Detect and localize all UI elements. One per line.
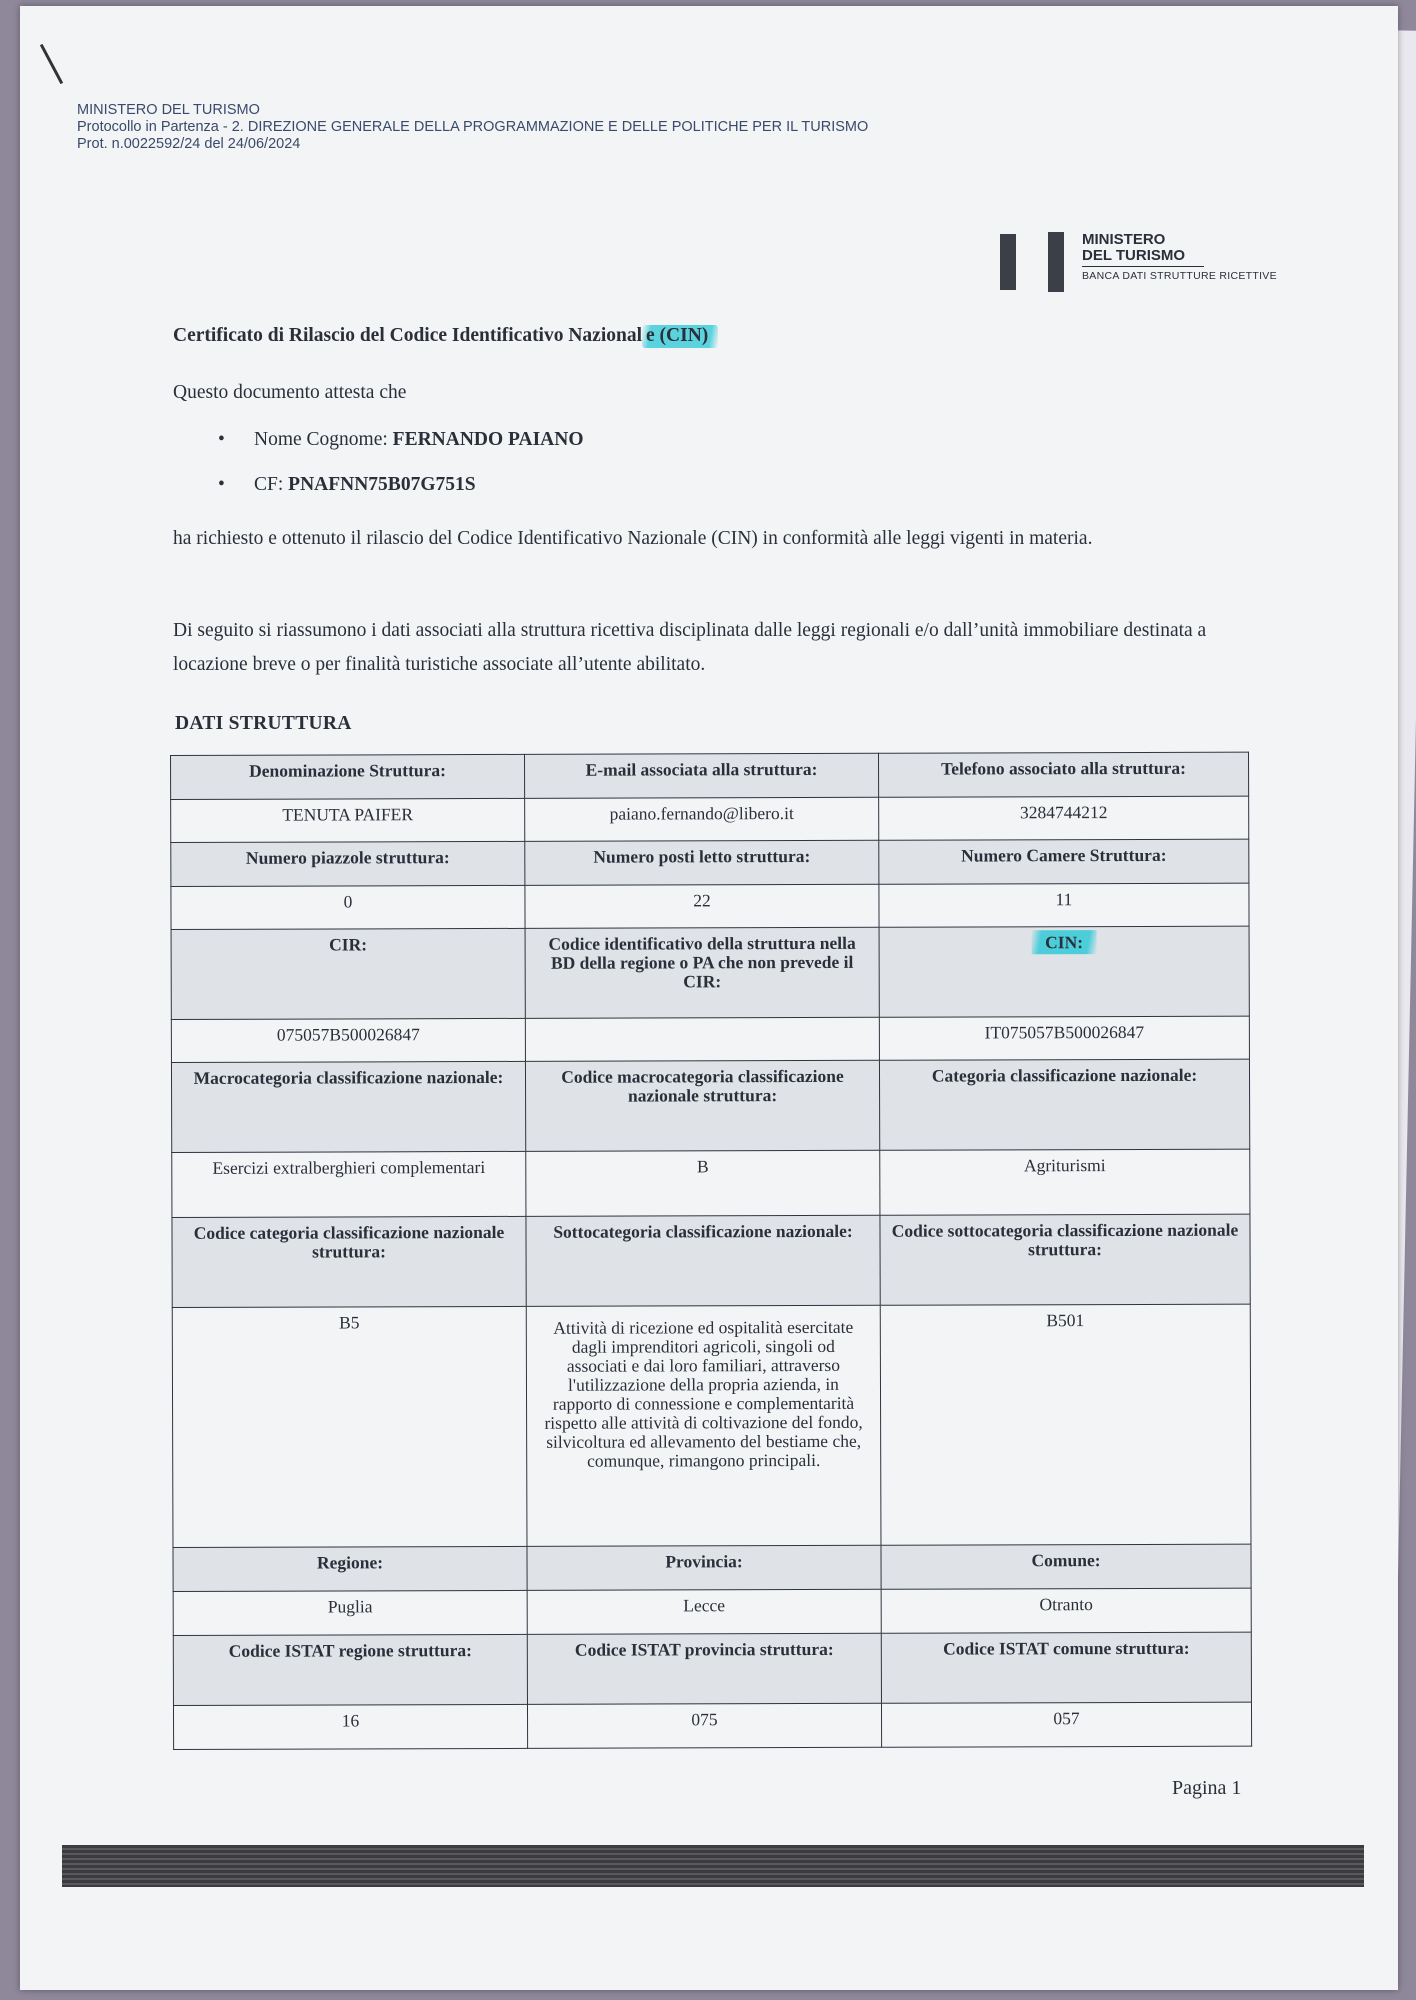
header-cell: Telefono associato alla struttura: — [878, 752, 1248, 797]
paragraph-request: ha richiesto e ottenuto il rilascio del Codice Identificativo Nazionale (CIN) in conformità alle leggi vigenti in materia. — [173, 528, 1093, 549]
bullet-dot: • — [218, 474, 225, 495]
header-cell: Codice identificativo della struttura nella BD della regione o PA che non prevede il CIR: — [525, 927, 879, 1018]
document-title — [173, 325, 718, 347]
title-highlighted: e (CIN) — [642, 325, 718, 348]
value-cell: 3284744212 — [879, 796, 1249, 840]
table-row — [172, 1149, 1250, 1217]
list-item-cf — [218, 467, 584, 512]
header-cell: E-mail associata alla struttura: — [524, 753, 878, 798]
header-cell: Codice macrocategoria classificazione nazionale struttura: — [525, 1060, 879, 1151]
table-row — [173, 1588, 1251, 1635]
paragraph-summary: Di seguito si riassumono i dati associati alla struttura ricettiva disciplinata dalle leggi regionali e/o dall’unità immobiliare destinata a locazione breve o per finalità turistiche associate all’utente abilitato. — [173, 620, 1207, 675]
ministry-logo — [1000, 232, 1320, 298]
header-cell: CIR: — [171, 928, 525, 1019]
table-row — [173, 1544, 1251, 1591]
footer-bar — [62, 1845, 1364, 1887]
table-row — [171, 839, 1249, 886]
cin-label-highlighted: CIN: — [1031, 930, 1097, 954]
header-cell: Codice ISTAT provincia struttura: — [527, 1633, 881, 1704]
value-cell: 075057B500026847 — [171, 1018, 525, 1062]
page-number: Pagina 1 — [1172, 1777, 1242, 1799]
protocol-office: Protocollo in Partenza - 2. DIREZIONE GENERALE DELLA PROGRAMMAZIONE E DELLE POLITICHE PER IL TURISMO — [77, 119, 869, 135]
value-cell: Lecce — [527, 1589, 881, 1634]
header-cell: Numero posti letto struttura: — [525, 840, 879, 885]
header-cell: Provincia: — [527, 1545, 881, 1590]
section-title: DATI STRUTTURA — [175, 713, 352, 734]
header-cell: Sottocategoria classificazione nazionale: — [526, 1215, 880, 1306]
protocol-header — [77, 102, 868, 153]
table-row — [171, 1059, 1249, 1152]
header-cell: Regione: — [173, 1546, 527, 1591]
protocol-ministry: MINISTERO DEL TURISMO — [77, 102, 260, 118]
header-cell: Denominazione Struttura: — [171, 754, 525, 799]
header-cell: Macrocategoria classificazione nazionale: — [171, 1061, 525, 1152]
value-cell: Puglia — [173, 1590, 527, 1635]
value-cell: TENUTA PAIFER — [171, 798, 525, 842]
protocol-number: Prot. n.0022592/24 del 24/06/2024 — [77, 136, 301, 152]
logo-text — [1082, 232, 1277, 282]
value-cell: Otranto — [881, 1588, 1251, 1633]
table-row — [173, 1702, 1251, 1749]
value-cell: 16 — [173, 1704, 527, 1749]
logo-line-1: MINISTERO — [1082, 231, 1166, 248]
value-cell: IT075057B500026847 — [879, 1016, 1249, 1060]
table-row — [171, 1016, 1249, 1062]
logo-rule — [1082, 266, 1204, 267]
header-cell: Codice ISTAT regione struttura: — [173, 1634, 527, 1705]
header-cell: Categoria classificazione nazionale: — [879, 1059, 1249, 1150]
holder-list — [218, 422, 584, 512]
value-cell — [525, 1017, 879, 1061]
value-cell: 22 — [525, 884, 879, 928]
header-cell: Codice ISTAT comune struttura: — [881, 1632, 1251, 1703]
value-cell: 075 — [527, 1703, 881, 1748]
value-cell: Agriturismi — [880, 1149, 1250, 1215]
header-cell: Codice sottocategoria classificazione nazionale struttura: — [880, 1214, 1250, 1305]
value-cell: B501 — [880, 1304, 1251, 1545]
title-main: Certificato di Rilascio del Codice Identificativo Nazional — [173, 325, 643, 346]
name-value: FERNANDO PAIANO — [392, 429, 584, 450]
table-row — [171, 752, 1249, 799]
name-label: Nome Cognome: — [254, 429, 393, 450]
table-row — [171, 883, 1249, 929]
logo-line-2: DEL TURISMO — [1082, 247, 1186, 264]
cf-label: CF: — [254, 474, 289, 495]
value-cell: B — [526, 1150, 880, 1216]
table-row — [173, 1632, 1251, 1705]
value-cell-description: Attività di ricezione ed ospitalità esercitate dagli imprenditori agricoli, singoli od associati e dai loro familiari, attraverso l'utilizzazione della propria azienda, in rapporto di connessione e complementarità rispetto alle attività di coltivazione del fondo, silvicoltura ed allevamento del bestiame che, comunque, rimangono principali. — [526, 1305, 881, 1546]
table-row — [171, 926, 1249, 1019]
value-cell: 0 — [171, 885, 525, 929]
value-cell: Esercizi extralberghieri complementari — [172, 1151, 526, 1217]
table-row — [172, 1304, 1251, 1547]
intro-text: Questo documento attesta che — [173, 382, 407, 403]
list-item-name — [218, 422, 584, 467]
logo-bar-left — [1000, 234, 1016, 290]
cf-value: PNAFNN75B07G751S — [288, 474, 476, 495]
header-cell: Comune: — [881, 1544, 1251, 1589]
header-cell: Numero Camere Struttura: — [879, 839, 1249, 884]
value-cell: 11 — [879, 883, 1249, 927]
value-cell: 057 — [881, 1702, 1251, 1747]
bullet-dot: • — [218, 429, 225, 450]
structure-data-table — [170, 752, 1252, 1750]
value-cell: B5 — [172, 1306, 527, 1547]
value-cell-email: paiano.fernando@libero.it — [525, 797, 879, 841]
header-cell: Numero piazzole struttura: — [171, 841, 525, 886]
header-cell-cin — [879, 926, 1249, 1017]
table-row — [171, 796, 1249, 842]
logo-subtitle: BANCA DATI STRUTTURE RICETTIVE — [1082, 270, 1277, 282]
header-cell: Codice categoria classificazione nazionale struttura: — [172, 1216, 526, 1307]
table-row — [172, 1214, 1250, 1307]
logo-bar-right — [1048, 232, 1064, 292]
